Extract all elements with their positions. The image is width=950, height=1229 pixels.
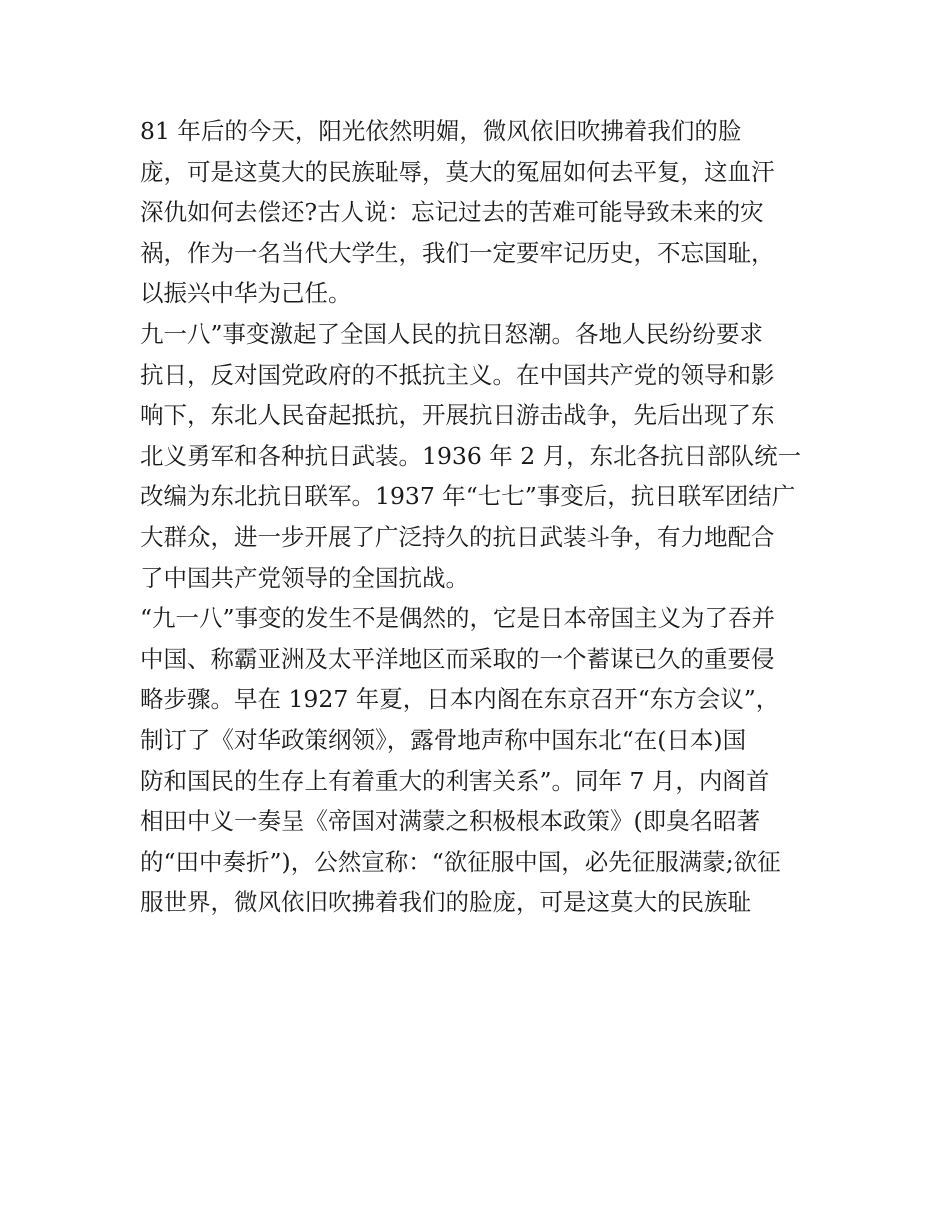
text-line: 略步骤。早在 1927 年夏，日本内阁在东京召开“东方会议”， (140, 685, 780, 714)
text-line: 的“田中奏折”)，公然宣称：“欲征服中国，必先征服满蒙;欲征 (140, 847, 781, 876)
paragraph-3 (140, 598, 820, 923)
text-line: 制订了《对华政策纲领》，露骨地声称中国东北“在(日本)国 (140, 725, 747, 754)
paragraph-1 (140, 111, 820, 314)
text-line: 庞，可是这莫大的民族耻辱，莫大的冤屈如何去平复，这血汗 (140, 157, 775, 186)
text-line: 改编为东北抗日联军。1937 年“七七”事变后，抗日联军团结广 (140, 482, 796, 511)
text-line: 深仇如何去偿还?古人说：忘记过去的苦难可能导致未来的灾 (140, 198, 764, 227)
text-line: 九一八”事变激起了全国人民的抗日怒潮。各地人民纷纷要求 (140, 319, 764, 348)
paragraph-2 (140, 314, 820, 598)
text-line: 大群众，进一步开展了广泛持久的抗日武装斗争，有力地配合 (140, 522, 775, 551)
text-line: 服世界，微风依旧吹拂着我们的脸庞，可是这莫大的民族耻 (140, 888, 751, 917)
text-line: 相田中义一奏呈《帝国对满蒙之积极根本政策》(即臭名昭著 (140, 807, 761, 836)
text-line: 以振兴中华为己任。 (140, 279, 352, 308)
text-line: 中国、称霸亚洲及太平洋地区而采取的一个蓄谋已久的重要侵 (140, 644, 775, 673)
text-line: 了中国共产党领导的全国抗战。 (140, 563, 469, 592)
text-line: 防和国民的生存上有着重大的利害关系”。同年 7 月，内阁首 (140, 766, 770, 795)
text-line: 北义勇军和各种抗日武装。1936 年 2 月，东北各抗日部队统一 (140, 441, 802, 470)
document-page (140, 111, 820, 923)
text-line: “九一八”事变的发生不是偶然的，它是日本帝国主义为了吞并 (140, 604, 776, 633)
text-line: 响下，东北人民奋起抵抗，开展抗日游击战争，先后出现了东 (140, 401, 775, 430)
text-line: 祸，作为一名当代大学生，我们一定要牢记历史，不忘国耻， (140, 238, 775, 267)
text-line: 81 年后的今天，阳光依然明媚，微风依旧吹拂着我们的脸 (140, 117, 742, 145)
text-line: 抗日，反对国党政府的不抵抗主义。在中国共产党的领导和影 (140, 360, 775, 389)
